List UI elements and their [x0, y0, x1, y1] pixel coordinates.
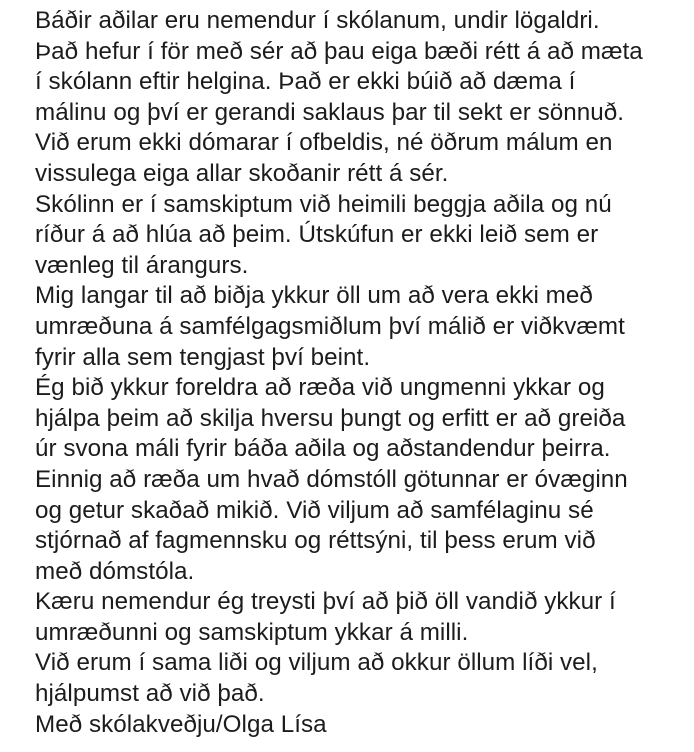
letter-text [35, 6, 685, 740]
text-line: málinu og því er gerandi saklaus þar til sekt er sönnuð. [35, 98, 624, 126]
text-line: með dómstóla. [35, 557, 195, 585]
text-line: Við erum ekki dómarar í ofbeldis, né öðrum málum en [35, 129, 613, 157]
text-line: og getur skaðað mikið. Við viljum að samfélaginu sé [35, 496, 594, 524]
text-line: Mig langar til að biðja ykkur öll um að vera ekki með [35, 282, 593, 310]
text-line: hjálpa þeim að skilja hversu þungt og erfitt er að greiða [35, 404, 626, 432]
text-line: Ég bið ykkur foreldra að ræða við ungmenni ykkar og [35, 374, 605, 402]
text-line: vissulega eiga allar skoðanir rétt á sér. [35, 159, 449, 187]
text-line: Við erum í sama liði og viljum að okkur öllum líði vel, [35, 649, 598, 677]
text-line: umræðunni og samskiptum ykkar á milli. [35, 618, 469, 646]
text-line: fyrir alla sem tengjast því beint. [35, 343, 371, 371]
text-line: ríður á að hlúa að þeim. Útskúfun er ekki leið sem er [35, 221, 599, 249]
text-line: stjórnað af fagmennsku og réttsýni, til þess erum við [35, 527, 596, 555]
text-line: í skólann eftir helgina. Það er ekki búið að dæma í [35, 68, 576, 96]
text-line: umræðuna á samfélgagsmiðlum því málið er viðkvæmt [35, 312, 625, 340]
text-line: Báðir aðilar eru nemendur í skólanum, undir lögaldri. [35, 7, 600, 34]
text-line: Kæru nemendur ég treysti því að þið öll vandið ykkur í [35, 588, 616, 616]
text-line: úr svona máli fyrir báða aðila og aðstandendur þeirra. [35, 435, 611, 463]
text-line: Einnig að ræða um hvað dómstóll götunnar er óvæginn [35, 465, 628, 493]
text-line: hjálpumst að við það. [35, 680, 265, 708]
text-line: Það hefur í för með sér að þau eiga bæði rétt á að mæta [35, 37, 643, 65]
text-line: vænleg til árangurs. [35, 251, 249, 279]
signature-line: Með skólakveðju/Olga Lísa [35, 710, 327, 738]
text-line: Skólinn er í samskiptum við heimili beggja aðila og nú [35, 190, 612, 218]
